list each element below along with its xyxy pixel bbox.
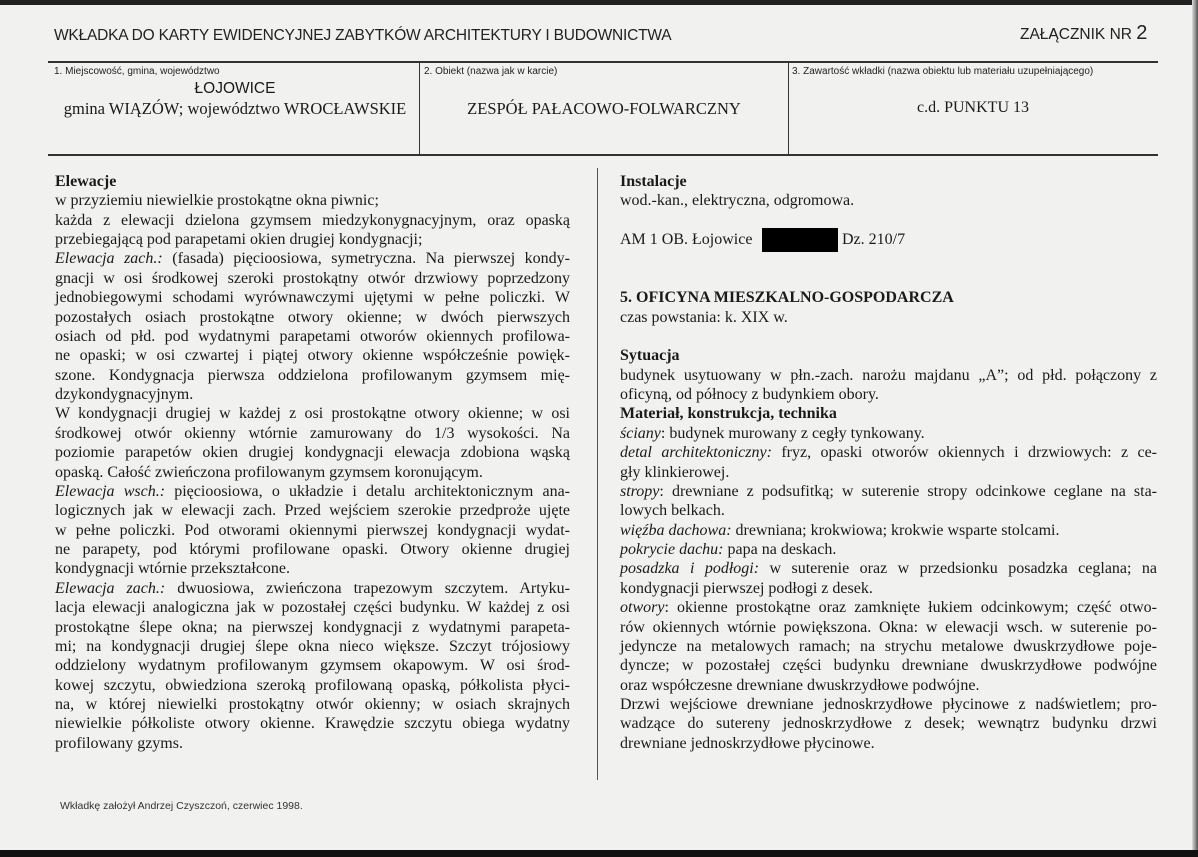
line-text: gły klinkierowej. — [620, 463, 730, 481]
line-text: lacja elewacji analogiczna jak w pozostałej części budynku. W każdej z osi — [55, 599, 570, 617]
text-line — [55, 366, 570, 385]
section-heading: Sytuacja — [620, 347, 680, 365]
text-line — [620, 501, 725, 520]
line-text: drewniane jednoskrzydłowe płycinowe. — [620, 734, 875, 752]
object-name: ZESPÓŁ PAŁACOWO-FOLWARCZNY — [467, 99, 741, 118]
line-text: kowej szczytu, obwiedziona szeroką profilowaną opaską, półkolista płyci- — [55, 676, 570, 694]
line-text: mi; na kondygnacji drugiej ślepe okna nieco większe. Szczyt trójosiowy — [55, 637, 570, 655]
text-line — [620, 734, 875, 753]
line-text: szone. Kondygnacja pierwsza oddzielona profilowanym gzymsem mię- — [55, 366, 570, 384]
scan-edge-top — [0, 0, 1198, 5]
text-line — [55, 540, 570, 559]
text-line — [55, 734, 183, 753]
text-line — [620, 424, 925, 443]
column-divider — [597, 168, 598, 780]
text-line — [620, 230, 906, 249]
text-line — [620, 618, 1157, 637]
line-text: oraz współczesne drewniane dwuskrzydłowe podwójne. — [620, 676, 980, 694]
line-text: : budynek murowany z cegły tynkowany. — [660, 424, 925, 442]
text-line — [620, 714, 1157, 733]
text-line — [55, 346, 570, 365]
text-line — [55, 637, 570, 656]
text-line — [620, 676, 979, 695]
text-line — [620, 579, 873, 598]
line-text: rów okiennych wtórnie powiększona. Okna: w elewacji wsch. w suterenie po- — [620, 618, 1157, 636]
scan-edge-right — [1192, 0, 1198, 857]
line-text: logicznych jak w elewacji zach. Przed wejściem szerokie przedproże ujęte — [55, 502, 570, 520]
line-text: lowych belkach. — [620, 502, 725, 520]
text-line — [620, 656, 1157, 675]
text-line — [55, 404, 570, 423]
line-text: oddzielony wydatnym profilowanym gzymsem okapowym. W osi środ- — [55, 657, 570, 675]
text-line — [620, 637, 1157, 656]
text-line — [55, 463, 483, 482]
text-line — [55, 191, 379, 210]
line-text: wod.-kan., elektryczna, odgromowa. — [620, 192, 855, 210]
location-commune: gmina WIĄZÓW; województwo WROCŁAWSKIE — [63, 99, 407, 118]
line-text: dyncze; w pozostałej części budynku drewniane dwuskrzydłowe podwójne — [620, 657, 1157, 675]
line-text: w suterenie oraz w przedsionku posadzka ceglana; na — [759, 560, 1158, 578]
text-line — [55, 308, 570, 327]
object-label: 2. Obiekt (nazwa jak w karcie) — [424, 66, 558, 77]
location-town: ŁOJOWICE — [194, 80, 276, 97]
text-line — [55, 482, 570, 501]
text-line — [620, 482, 1157, 501]
line-text: czas powstania: k. XIX w. — [620, 308, 788, 326]
section-heading: Materiał, konstrukcja, technika — [620, 405, 837, 423]
field-label: Elewacja zach.: — [55, 579, 166, 597]
table-bottom-rule — [48, 154, 1158, 156]
footer-author: Wkładkę założył Andrzej Czyszczoń, czerwiec 1998. — [60, 800, 303, 812]
line-text: : okienne prostokątne oraz zamknięte łukiem odcinkowym; część otwo- — [664, 599, 1157, 617]
line-text: : drewniane z podsufitką; w suterenie stropy odcinkowe ceglane na sta- — [659, 482, 1157, 500]
line-text: niewielkie półkoliste otwory okienne. Krawędzie szczytu obiega wydatny — [55, 715, 570, 733]
text-line — [55, 249, 570, 268]
text-line — [620, 366, 1157, 385]
line-text: wadzące do sutereny jednoskrzydłowe z desek; wewnątrz budynku drzwi — [620, 715, 1157, 733]
text-line — [620, 385, 879, 404]
line-text: papa na deskach. — [723, 541, 837, 559]
text-line — [55, 385, 193, 404]
line-text: drewniana; krokwiowa; krokwie wsparte stolcami. — [731, 521, 1060, 539]
line-text: środkowej otwór okienny wtórnie zamurowany do 1/3 wysokości. Na — [55, 424, 570, 442]
text-line — [55, 230, 422, 249]
field-label: detal architektoniczny: — [620, 444, 772, 462]
line-text: kondygnacji pierwszej podłogi z desek. — [620, 579, 873, 597]
line-text: jedyncze na metalowych ramach; na strychu metalowe dwuskrzydłowe poje- — [620, 637, 1157, 655]
text-line — [55, 443, 570, 462]
section-heading: 5. OFICYNA MIESZKALNO-GOSPODARCZA — [620, 289, 954, 307]
text-line — [620, 559, 1157, 578]
content-label: 3. Zawartość wkładki (nazwa obiektu lub materiału uzupełniającego) — [792, 66, 1094, 77]
parcel-number: Dz. 210/7 — [842, 231, 906, 249]
text-line — [620, 308, 788, 327]
text-line — [55, 579, 570, 598]
line-text: pozostałych osiach prostokątne otwory okienne; w dwóch pierwszych — [55, 308, 570, 326]
annex-number: 2 — [1136, 22, 1148, 44]
text-line — [620, 191, 854, 210]
line-text: Drzwi wejściowe drewniane jednoskrzydłowe płycinowe z nadświetlem; pro- — [620, 695, 1157, 713]
line-text: profilowany gzyms. — [55, 734, 183, 752]
line-text: osiach od płd. pod wydatnymi parapetami otworów okiennych profilowa- — [55, 327, 570, 345]
line-text: fryz, opaski otworów okiennych i drzwiowych: z ce- — [771, 444, 1158, 462]
line-text: poziomie parapetów okien drugiej kondygnacji elewacja zdobiona wąską — [55, 444, 570, 462]
table-top-rule — [48, 61, 1158, 63]
annex-label-text: ZAŁĄCZNIK NR — [1020, 26, 1132, 43]
line-text: gnacji w osi środkowej szeroki prostokątny otwór drzwiowy poprzedzony — [55, 269, 570, 287]
content-value: c.d. PUNKTU 13 — [917, 99, 1029, 116]
field-label: Elewacja wsch.: — [55, 482, 166, 500]
text-line — [55, 424, 570, 443]
text-line — [620, 521, 1059, 540]
text-line — [620, 540, 836, 559]
line-text: kondygnacji wtórnie przekształcone. — [55, 560, 291, 578]
line-text: oficyną, od północy z budynkiem obory. — [620, 386, 879, 404]
line-text: dwuosiowa, zwieńczona trapezowym szczytem. Artyku- — [165, 579, 570, 597]
text-line — [55, 695, 570, 714]
text-line — [55, 288, 570, 307]
text-line — [55, 598, 570, 617]
line-text: dzykondygnacyjnym. — [55, 386, 194, 404]
field-label: pokrycie dachu: — [620, 541, 724, 559]
line-text: ne parapety, pod którymi profilowane opaski. Otwory okienne drugiej — [55, 541, 570, 559]
line-text: W kondygnacji drugiej w każdej z osi prostokątne otwory okienne; w osi — [55, 405, 570, 423]
text-line — [620, 463, 729, 482]
text-line — [55, 714, 570, 733]
text-line — [55, 676, 570, 695]
redaction-block — [762, 228, 838, 252]
line-text: opaską. Całość zwieńczona profilowanym gzymsem koronującym. — [55, 463, 483, 481]
text-line — [55, 501, 570, 520]
line-text: w pełne policzki. Pod otworami okiennymi pierwszej kondygnacji wydat- — [55, 521, 570, 539]
line-text: w przyziemiu niewielkie prostokątne okna piwnic; — [55, 192, 379, 210]
field-label: ściany — [620, 424, 661, 442]
line-text: pięcioosiowa, o układzie i detalu architektonicznym ana- — [165, 482, 570, 500]
line-text: każda z elewacji dzielona gzymsem miedzykonygnacyjnym, oraz opaską — [55, 211, 570, 229]
text-line — [620, 598, 1157, 617]
text-line — [55, 618, 570, 637]
text-line — [55, 211, 570, 230]
field-label: więźba dachowa: — [620, 521, 732, 539]
line-text: jednobiegowymi schodami wyrównawczymi ujętymi w pełne policzki. W — [55, 289, 570, 307]
field-label: stropy — [620, 482, 660, 500]
text-line — [55, 521, 570, 540]
field-label: otwory — [620, 599, 665, 617]
text-line — [620, 443, 1157, 462]
scan-edge-bottom — [0, 850, 1198, 857]
text-line — [620, 695, 1157, 714]
line-text: budynek usytuowany w płn.-zach. narożu majdanu „A”; od płd. połączony z — [620, 366, 1157, 384]
document-title: WKŁADKA DO KARTY EWIDENCYJNEJ ZABYTKÓW ARCHITEKTURY I BUDOWNICTWA — [54, 27, 672, 44]
text-line — [55, 559, 290, 578]
text-line — [55, 269, 570, 288]
section-heading: Instalacje — [620, 173, 687, 190]
field-label: posadzka i podłogi: — [620, 560, 760, 578]
text-line — [55, 327, 570, 346]
section-heading: Elewacje — [55, 173, 117, 190]
field-label: Elewacja zach.: — [55, 250, 163, 268]
line-text: (fasada) pięcioosiowa, symetryczna. Na pierwszej kondy- — [162, 250, 570, 268]
line-text: na, w której niewielki prostokątny otwór okienny; w osiach skrajnych — [55, 695, 570, 713]
line-text: przebiegającą pod parapetami okien drugiej kondygnacji; — [55, 231, 423, 249]
text-line — [55, 656, 570, 675]
location-label: 1. Miejscowość, gmina, województwo — [54, 66, 220, 77]
line-text: prostokątne ślepe okna; na pierwszej kondygnacji z wydatnymi parapeta- — [55, 618, 570, 636]
line-text: AM 1 OB. Łojowice — [620, 231, 753, 249]
line-text: ne opaski; w osi czwartej i piątej otwory okienne współcześnie powięk- — [55, 347, 570, 365]
annex-label — [1020, 22, 1147, 45]
